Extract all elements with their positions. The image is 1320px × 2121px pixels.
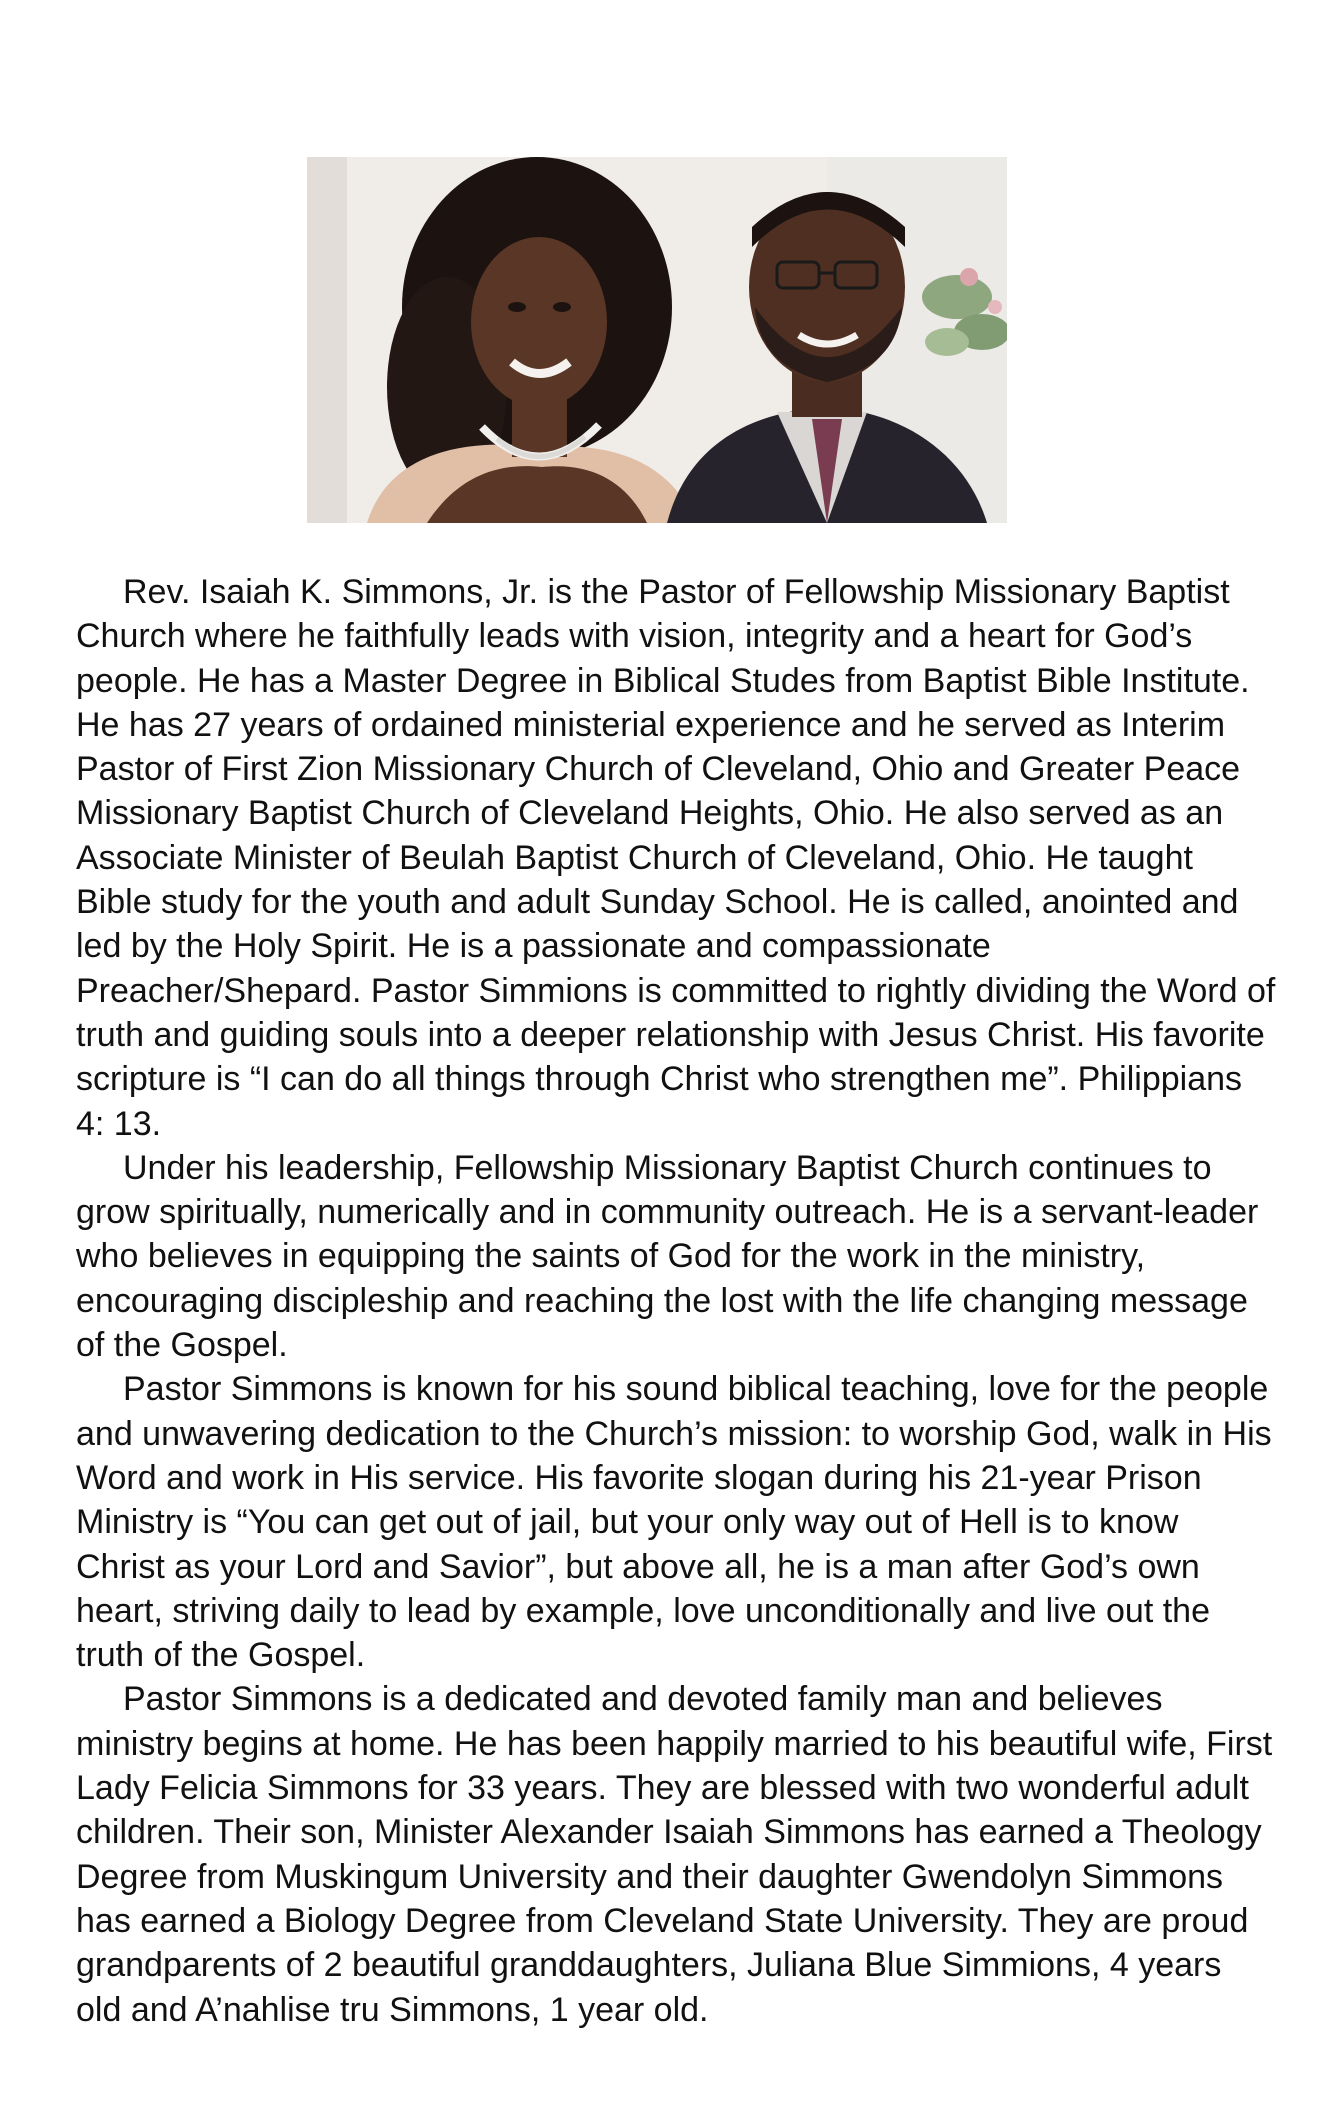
couple-photo-illustration (307, 157, 1007, 523)
biography-text (76, 570, 1276, 2032)
bio-paragraph-1: Rev. Isaiah K. Simmons, Jr. is the Pastor of Fellowship Missionary Baptist Church where he faithfully leads with vision, integrity and a heart for God’s people. He has a Master Degree in Biblical Studes from Baptist Bible Institute. He has 27 years of ordained ministerial experience and he served as Interim Pastor of First Zion Missionary Church of Cleveland, Ohio and Greater Peace Missionary Baptist Church of Cleveland Heights, Ohio. He also served as an Associate Minister of Beulah Baptist Church of Cleveland, Ohio. He taught Bible study for the youth and adult Sunday School. He is called, anointed and led by the Holy Spirit. He is a passionate and compassionate Preacher/Shepard. Pastor Simmions is committed to rightly dividing the Word of truth and guiding souls into a deeper relationship with Jesus Christ. His favorite scripture is “I can do all things through Christ who strengthen me”. Philippians 4: 13. (76, 573, 1276, 1143)
bio-paragraph-2: Under his leadership, Fellowship Missionary Baptist Church continues to grow spiritually, numerically and in community outreach. He is a servant-leader who believes in equipping the saints of God for the work in the ministry, encouraging discipleship and reaching the lost with the life changing message of the Gospel. (76, 1148, 1259, 1365)
bio-paragraph-4: Pastor Simmons is a dedicated and devoted family man and believes ministry begins at home. He has been happily married to his beautiful wife, First Lady Felicia Simmons for 33 years. They are blessed with two wonderful adult children. Their son, Minister Alexander Isaiah Simmons has earned a Theology Degree from Muskingum University and their daughter Gwendolyn Simmons has earned a Biology Degree from Cleveland State University. They are proud grandparents of 2 beautiful granddaughters, Juliana Blue Simmions, 4 years old and A’nahlise tru Simmons, 1 year old. (76, 1680, 1273, 2029)
couple-photo (307, 157, 1007, 523)
bio-paragraph-3: Pastor Simmons is known for his sound biblical teaching, love for the people and unwavering dedication to the Church’s mission: to worship God, walk in His Word and work in His service. His favorite slogan during his 21-year Prison Ministry is “You can get out of jail, but your only way out of Hell is to know Christ as your Lord and Savior”, but above all, he is a man after God’s own heart, striving daily to lead by example, love unconditionally and live out the truth of the Gospel. (76, 1370, 1272, 1675)
